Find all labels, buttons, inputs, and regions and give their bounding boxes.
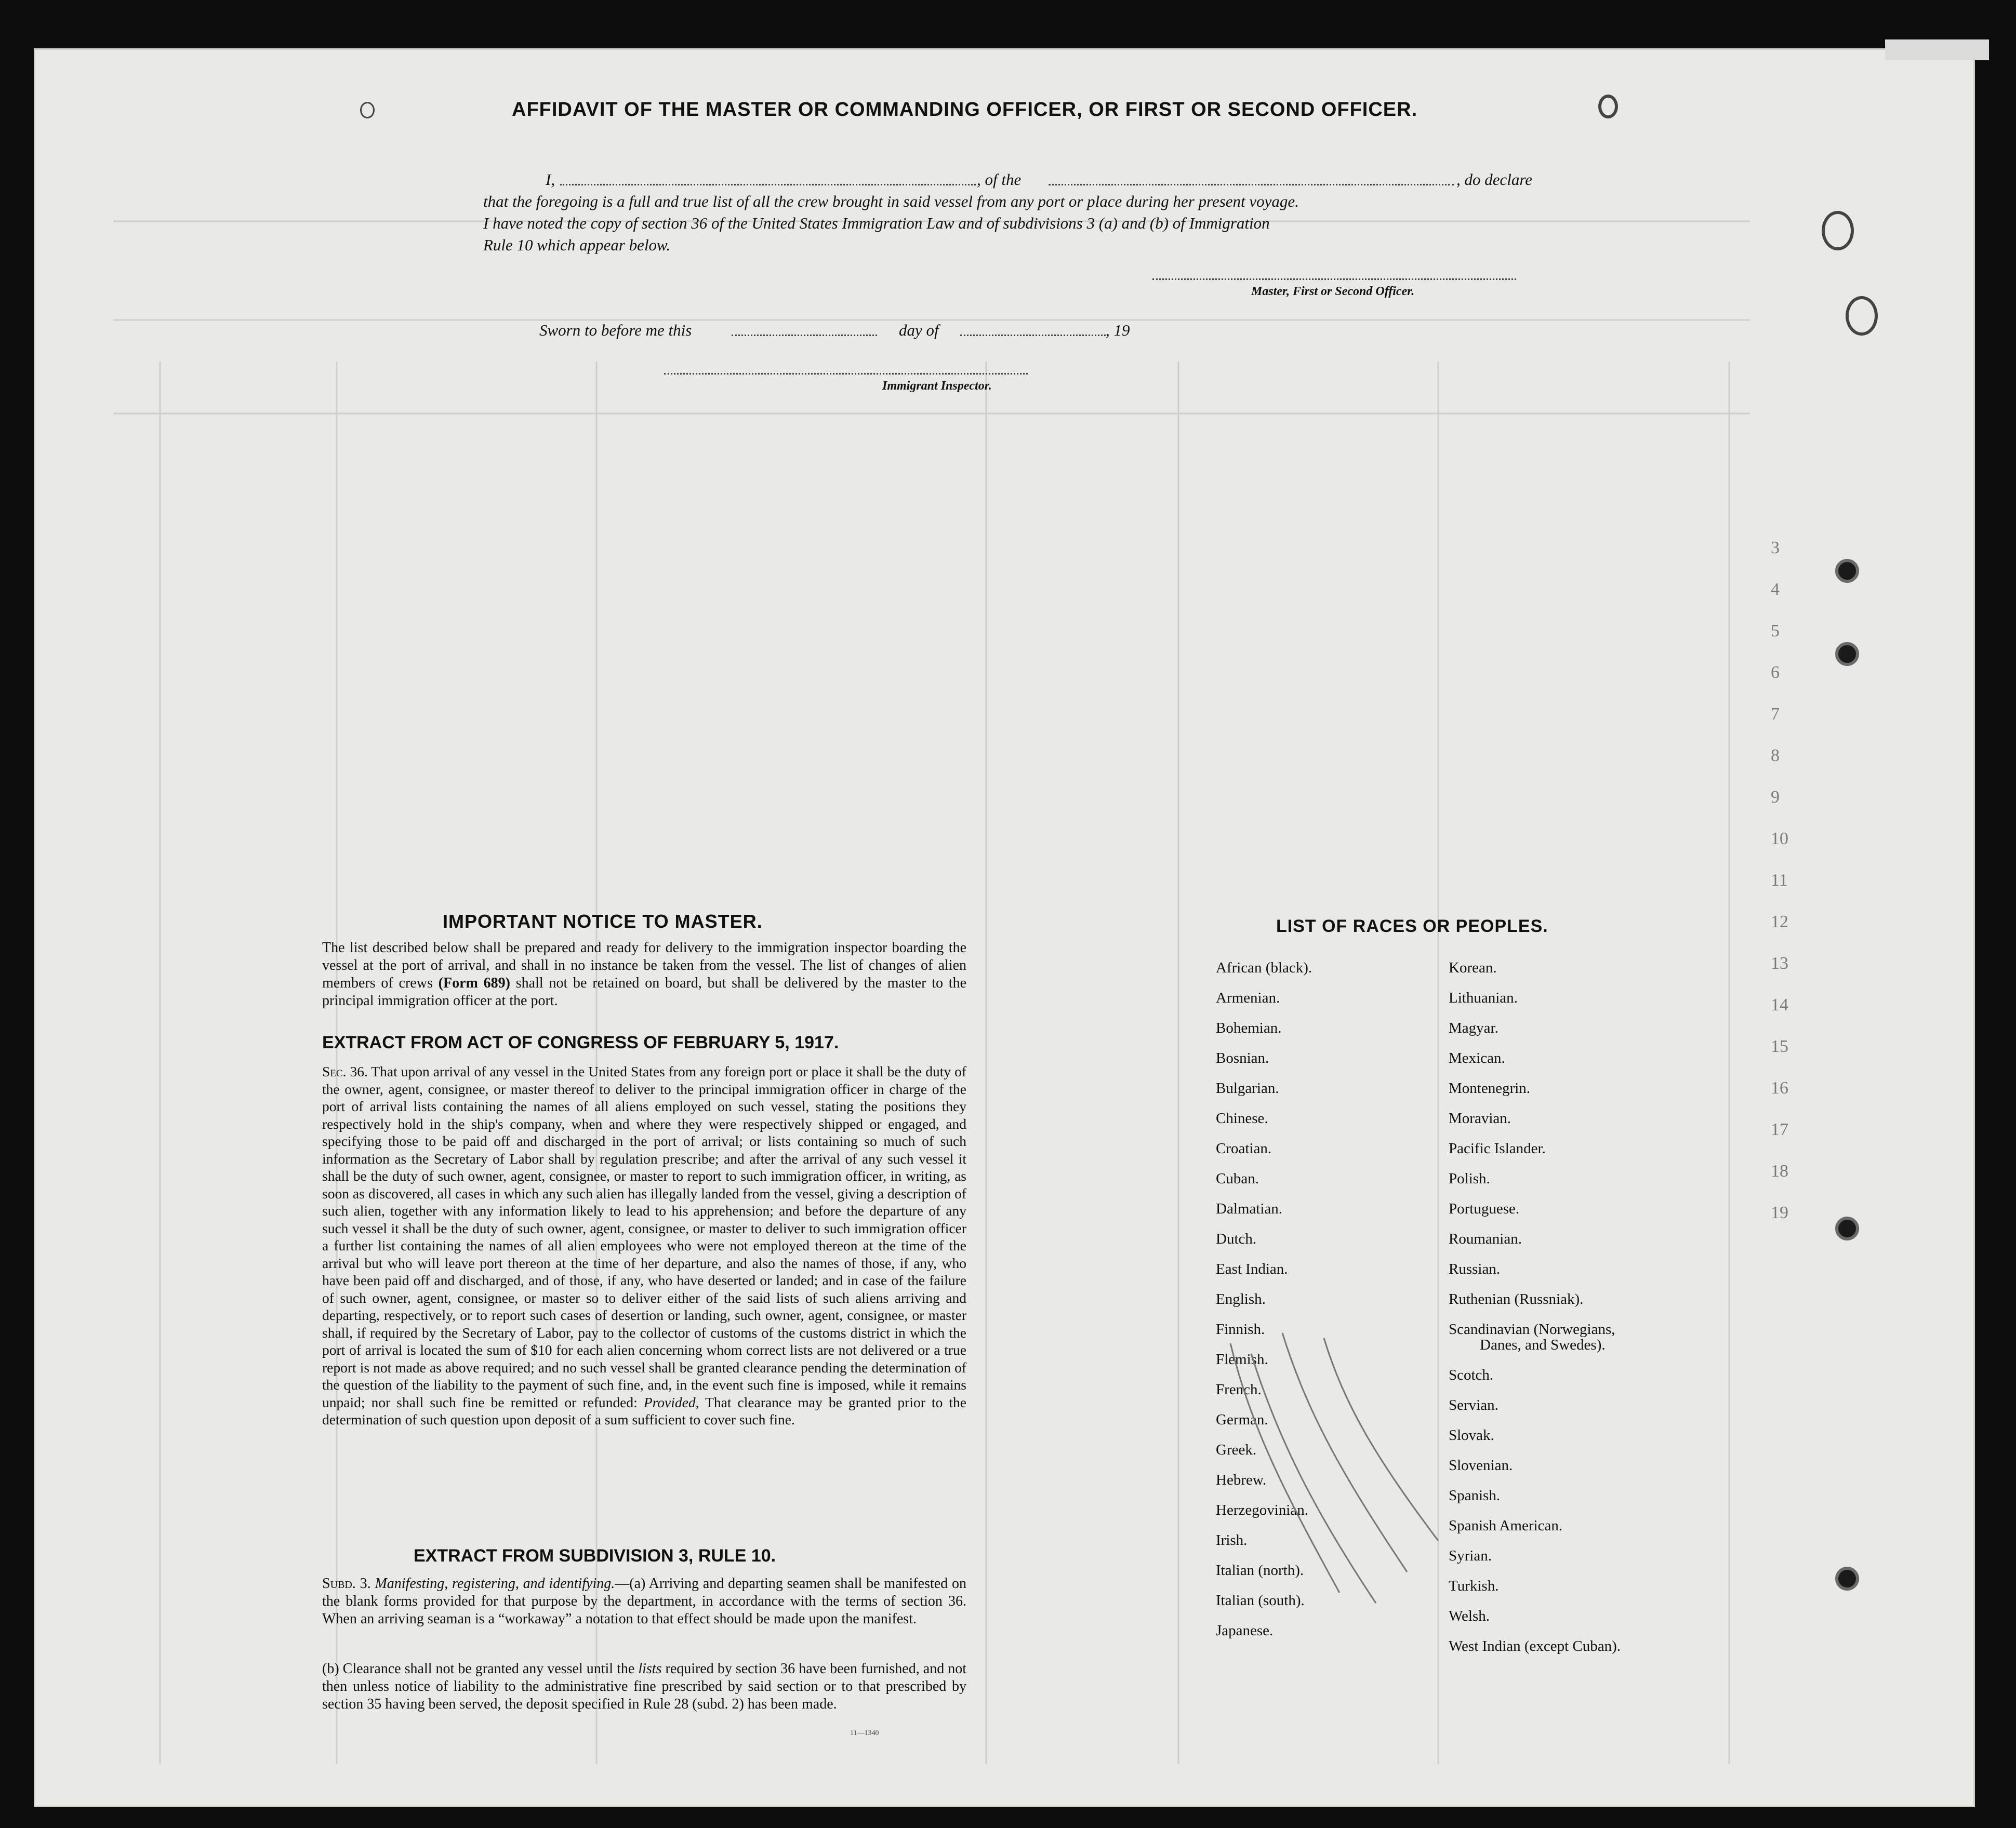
race-item: Scandinavian (Norwegians,: [1449, 1321, 1615, 1338]
notice-heading: IMPORTANT NOTICE TO MASTER.: [443, 911, 763, 932]
form-code: 11—1340: [850, 1729, 879, 1737]
race-item: Scotch.: [1449, 1367, 1494, 1383]
race-item: Moravian.: [1449, 1110, 1511, 1127]
race-item: Welsh.: [1449, 1608, 1490, 1624]
rule-subd-title: Manifesting, registering, and identifying.: [375, 1576, 615, 1592]
row-number: 14: [1771, 995, 1788, 1015]
race-item: Syrian.: [1449, 1547, 1492, 1564]
race-item: Mexican.: [1449, 1050, 1505, 1066]
year-text: , 19: [1106, 321, 1130, 339]
race-item: German.: [1216, 1411, 1268, 1428]
race-item: Slovenian.: [1449, 1457, 1513, 1474]
race-item: Italian (south).: [1216, 1592, 1305, 1609]
race-item: Russian.: [1449, 1261, 1501, 1277]
manifest-page: [35, 50, 1973, 1806]
race-item: Danes, and Swedes).: [1480, 1337, 1606, 1353]
race-item: Portuguese.: [1449, 1200, 1520, 1217]
act-provided: Provided,: [643, 1394, 699, 1410]
rule-subd-label: Subd. 3.: [322, 1576, 371, 1592]
race-item: Greek.: [1216, 1442, 1257, 1458]
act-body-end: That clearance may be granted prior to the determination of such question upon deposit of a sum sufficient to cover such fine.: [322, 1394, 967, 1427]
race-item: Korean.: [1449, 959, 1497, 976]
rule-heading: EXTRACT FROM SUBDIVISION 3, RULE 10.: [414, 1546, 776, 1566]
race-item: West Indian (except Cuban).: [1449, 1638, 1621, 1654]
race-item: Dutch.: [1216, 1231, 1257, 1247]
row-number: 16: [1771, 1078, 1788, 1098]
affidavit-declare: , do declare: [1456, 170, 1533, 189]
race-item: English.: [1216, 1291, 1266, 1307]
race-item: Montenegrin.: [1449, 1080, 1531, 1097]
race-item: Japanese.: [1216, 1622, 1274, 1639]
rule-para-b-text-1: (b) Clearance shall not be granted any vessel until the: [322, 1661, 635, 1677]
rule-para-b-lists: lists: [638, 1661, 662, 1677]
race-item: Roumanian.: [1449, 1231, 1522, 1247]
row-number: 19: [1771, 1203, 1788, 1222]
affidavit-i: I,: [546, 170, 555, 189]
affidavit-title: AFFIDAVIT OF THE MASTER OR COMMANDING OFFICER, OR FIRST OR SECOND OFFICER.: [512, 99, 1418, 121]
master-signature-label: Master, First or Second Officer.: [1251, 285, 1415, 298]
notice-text-1: The list described below shall be prepared and ready for delivery to the immigration inspector boarding the vessel at the port of arrival, and shall in no instance be taken from the vessel. The list of changes of alien members of crews: [322, 940, 966, 991]
row-number: 9: [1771, 788, 1780, 807]
race-item: Pacific Islander.: [1449, 1140, 1546, 1157]
race-item: Chinese.: [1216, 1110, 1268, 1127]
rule-para-a: [322, 1575, 966, 1628]
race-item: Cuban.: [1216, 1170, 1259, 1187]
row-number: 8: [1771, 746, 1780, 765]
race-item: East Indian.: [1216, 1261, 1288, 1277]
row-number: 4: [1771, 580, 1780, 599]
act-body: [322, 1063, 966, 1429]
race-item: Lithuanian.: [1449, 990, 1518, 1006]
rule-para-b: [322, 1660, 966, 1713]
notice-text-2: shall not be retained on board, but shall be delivered by the master to the principal immigration officer at the port.: [322, 975, 967, 1009]
race-item: Armenian.: [1216, 990, 1280, 1006]
act-section-label: Sec. 36.: [322, 1063, 368, 1079]
name-blank: [560, 184, 976, 185]
inspector-signature-blank: [664, 373, 1028, 375]
race-item: Spanish American.: [1449, 1517, 1563, 1534]
row-number: 18: [1771, 1162, 1788, 1181]
race-item: Bulgarian.: [1216, 1080, 1279, 1097]
sworn-month-blank: [960, 335, 1106, 336]
inspector-label: Immigrant Inspector.: [882, 379, 992, 393]
act-heading: EXTRACT FROM ACT OF CONGRESS OF FEBRUARY 5, 1917.: [322, 1033, 839, 1052]
day-of-text: day of: [899, 321, 939, 339]
row-number: 17: [1771, 1120, 1788, 1139]
row-number: 12: [1771, 912, 1788, 931]
race-item: Bosnian.: [1216, 1050, 1269, 1066]
act-body-text: That upon arrival of any vessel in the United States from any foreign port or place it shall be the duty of the owner, agent, consignee, or master thereof to deliver to the principal immigration officer in charge of the port of arrival lists containing the names of all aliens employed on such vessel, stating the positions they respectively hold in the ship's company, when and where they were respectively shipped or engaged, and specifying those to be paid off and discharged in the port of arrival; or lists containing so much of such information as the Secretary of Labor shall by regulation prescribe; and after the arrival of any such vessel it shall be the duty of such owner, agent, consignee, or master to report to such immigration officer, in writing, as soon as discovered, all cases in which any such alien has illegally landed from the vessel, giving a description of such alien, together with any information likely to lead to his apprehension; and before the departure of any such vessel it shall be the duty of such owner, agent, consignee, or master to deliver to such immigration officer a further list containing the names of all alien employees who were not employed thereon at the time of the arrival but who will leave port thereon at the time of her departure, and also the names of those, if any, who have been paid off and discharged, and of those, if any, who have deserted or landed; and in case of the failure of such owner, agent, consignee, or master so to deliver either of the said lists of such aliens arriving and departing, respectively, or to report such cases of desertion or landing, such owner, agent, consignee, or master shall, if required by the Secretary of Labor, pay to the collector of customs of the customs district in which the port of arrival is located the sum of $10 for each alien concerning whom correct lists are not delivered or a true report is not made as above required; and no such vessel shall be granted clearance pending the determination of the question of the liability to the payment of such fine, and, in the event such fine is imposed, while it remains unpaid; nor shall such fine be remitted or refunded:: [322, 1063, 966, 1410]
notice-body: [322, 939, 966, 1010]
row-number: 5: [1771, 621, 1780, 641]
sworn-text: Sworn to before me this: [539, 321, 692, 339]
row-number: 7: [1771, 704, 1780, 724]
pencil-scribble: [1220, 1323, 1480, 1634]
vessel-blank: [1049, 184, 1454, 185]
race-item: Ruthenian (Russniak).: [1449, 1291, 1584, 1307]
race-item: African (black).: [1216, 959, 1312, 976]
race-item: Irish.: [1216, 1532, 1248, 1549]
rule-para-a-text: —(a) Arriving and departing seamen shall be manifested on the blank forms provided for that purpose by the department, in accordance with the terms of section 36. When an arriving seaman is a “workaway” a notation to that effect should be made upon the manifest.: [322, 1576, 966, 1627]
row-number: 15: [1771, 1037, 1788, 1056]
race-item: Hebrew.: [1216, 1472, 1267, 1488]
races-heading: LIST OF RACES OR PEOPLES.: [1276, 916, 1548, 936]
race-item: Spanish.: [1449, 1487, 1501, 1504]
rule-para-b-text-2: required by section 36 have been furnished, and not then unless notice of liability to the administrative fine prescribed by said section or to that prescribed by section 35 having been served, the deposit specified in Rule 28 (subd. 2) has been made.: [322, 1661, 967, 1712]
sworn-day-blank: [732, 335, 877, 336]
affidavit-of-the: , of the: [977, 170, 1022, 189]
race-item: Finnish.: [1216, 1321, 1265, 1338]
row-number: 10: [1771, 829, 1788, 848]
race-item: Dalmatian.: [1216, 1200, 1283, 1217]
race-item: French.: [1216, 1381, 1262, 1398]
row-number: 6: [1771, 663, 1780, 682]
race-item: Bohemian.: [1216, 1020, 1282, 1036]
affidavit-line-2: that the foregoing is a full and true list of all the crew brought in said vessel from any port or place during her present voyage.: [483, 192, 1299, 210]
race-item: Croatian.: [1216, 1140, 1272, 1157]
race-item: Servian.: [1449, 1397, 1498, 1413]
race-item: Flemish.: [1216, 1351, 1268, 1368]
row-number: 11: [1771, 871, 1788, 890]
master-signature-blank: [1152, 278, 1516, 280]
affidavit-line-3: I have noted the copy of section 36 of the United States Immigration Law and of subdivisions 3 (a) and (b) of Immigration: [483, 214, 1270, 232]
row-number: 3: [1771, 538, 1780, 557]
race-item: Polish.: [1449, 1170, 1490, 1187]
race-item: Slovak.: [1449, 1427, 1494, 1444]
race-item: Turkish.: [1449, 1578, 1499, 1594]
race-item: Herzegovinian.: [1216, 1502, 1308, 1518]
race-item: Magyar.: [1449, 1020, 1498, 1036]
affidavit-line-4: Rule 10 which appear below.: [483, 236, 671, 254]
row-number: 13: [1771, 954, 1788, 973]
notice-form-number: (Form 689): [438, 975, 510, 991]
race-item: Italian (north).: [1216, 1562, 1304, 1579]
bleed-through-grid: [35, 50, 1973, 1806]
